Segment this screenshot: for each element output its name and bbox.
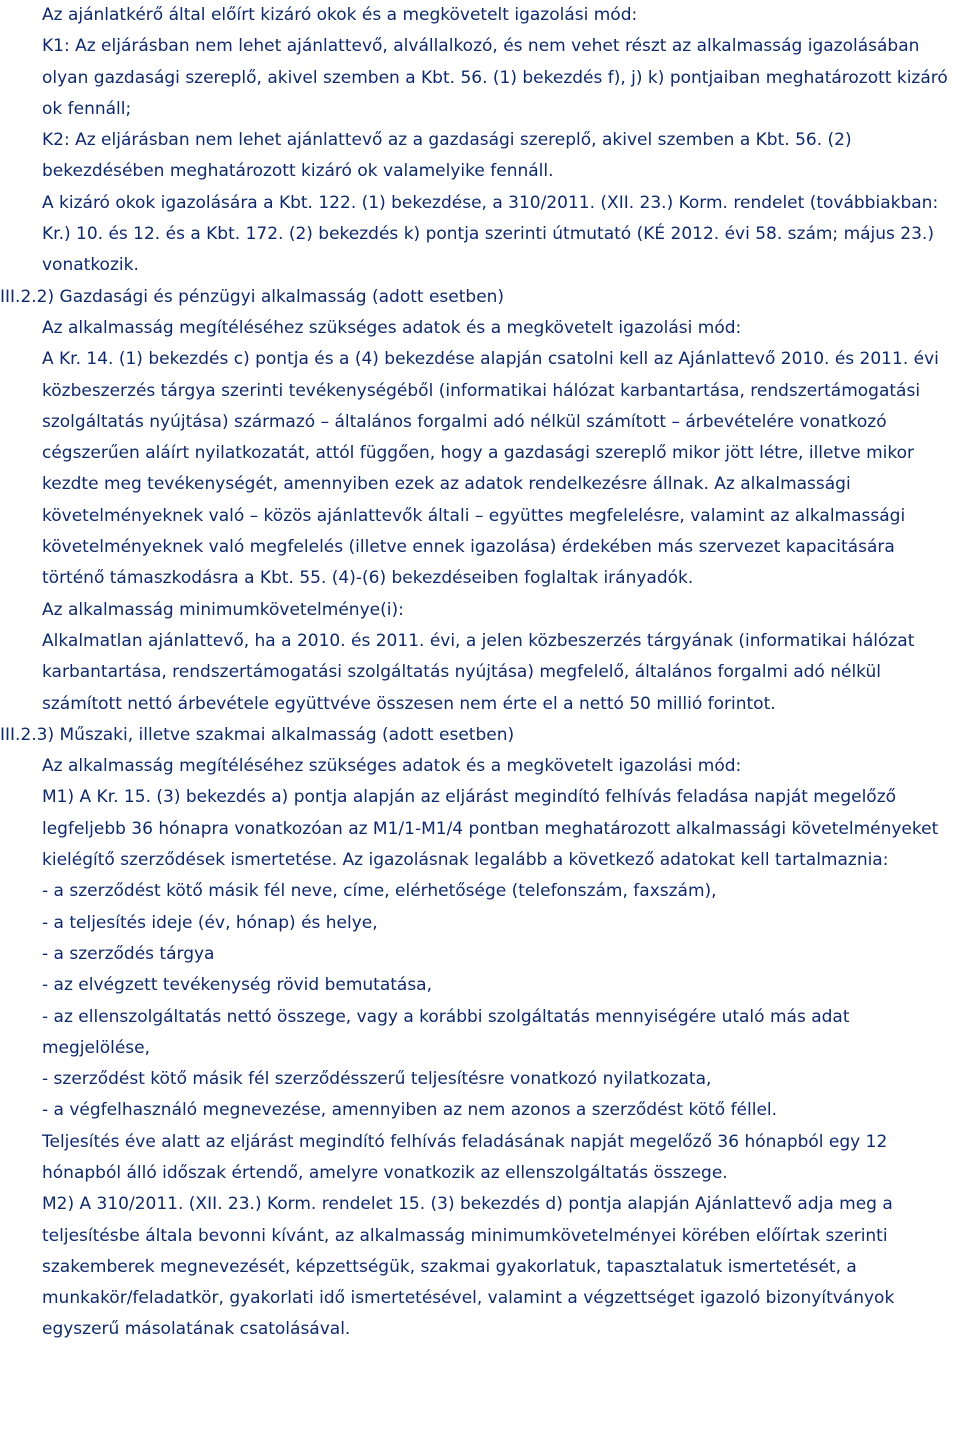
list-item: - a szerződést kötő másik fél neve, címe, elérhetősége (telefonszám, faxszám), <box>42 881 717 902</box>
exclusion-intro: Az ajánlatkérő által előírt kizáró okok és a megkövetelt igazolási mód: <box>42 5 638 25</box>
list-item: - szerződést kötő másik fél szerződésszerű teljesítésre vonatkozó nyilatkozata, <box>42 1069 712 1090</box>
list-item: - a szerződés tárgya <box>42 943 215 964</box>
exclusion-k2: K2: Az eljárásban nem lehet ajánlattevő az a gazdasági szereplő, akivel szemben a Kbt. 56. (2) bekezdésében meghatározott kizáró ok valamelyike fennáll. <box>42 130 852 182</box>
section-heading-financial: III.2.2) Gazdasági és pénzügyi alkalmasság (adott esetben) <box>0 286 505 307</box>
m2-text: M2) A 310/2011. (XII. 23.) Korm. rendelet 15. (3) bekezdés d) pontja alapján Ajánlattevő adja meg a teljesítésbe általa bevonni kívánt, az alkalmasság minimumkövetelményei körében előírtak szerinti szakemberek megnevezését, képzettségük, szakmai gyakorlatuk, tapasztalatuk ismertetését, a munkakör/feladatkör, gyakorlati idő ismertetésével, valamint a végzettséget igazoló bizonyítványok egyszerű másolatának csatolásával. <box>42 1194 895 1340</box>
financial-data-label: Az alkalmasság megítéléséhez szükséges adatok és a megkövetelt igazolási mód: <box>42 317 742 338</box>
exclusion-k1: K1: Az eljárásban nem lehet ajánlattevő, alvállalkozó, és nem vehet részt az alkalmasság igazolásában olyan gazdasági szereplő, akivel szemben a Kbt. 56. (1) bekezdés f), j) k) pontjaiban meghatározott kizáró ok fennáll; <box>42 36 948 119</box>
list-item: - a végfelhasználó megnevezése, amennyiben az nem azonos a szerződést kötő féllel. <box>42 1100 778 1121</box>
m1-period-text: Teljesítés éve alatt az eljárást megindító felhívás feladásának napját megelőző 36 hónapból egy 12 hónapból álló időszak értendő, amelyre vonatkozik az ellenszolgáltatás összege. <box>42 1131 888 1183</box>
exclusion-proof: A kizáró okok igazolására a Kbt. 122. (1) bekezdése, a 310/2011. (XII. 23.) Korm. rendelet (továbbiakban: Kr.) 10. és 12. és a Kbt. 172. (2) bekezdés k) pontja szerinti útmutató (KÉ 2012. évi 58. szám; május 23.) vonatkozik. <box>42 192 939 276</box>
section-heading-technical: III.2.3) Műszaki, illetve szakmai alkalmasság (adott esetben) <box>0 724 515 745</box>
min-requirement-label: Az alkalmasság minimumkövetelménye(i): <box>42 599 404 620</box>
list-item: - az elvégzett tevékenység rövid bemutatása, <box>42 975 433 996</box>
financial-requirements: A Kr. 14. (1) bekezdés c) pontja és a (4) bekezdése alapján csatolni kell az Ajánlattevő 2010. és 2011. évi közbeszerzés tárgya szerinti tevékenységéből (informatikai hálózat karbantartása, rendszertámogatási szolgáltatás nyújtása) származó – általános forgalmi adó nélkül számított – árbevételére vonatkozó cégszerűen aláírt nyilatkozatát, attól függően, hogy a gazdasági szereplő mikor jött létre, illetve mikor kezdte meg tevékenységét, amennyiben ezek az adatok rendelkezésre állnak. Az alkalmassági követelményeknek való – közös ajánlattevők általi – együttes megfelelésre, valamint az alkalmassági követelményeknek való megfelelés (illetve ennek igazolása) érdekében más szervezet kapacitására történő támaszkodásra a Kbt. 55. (4)-(6) bekezdéseiben foglaltak irányadók. <box>42 349 939 589</box>
min-requirement-text: Alkalmatlan ajánlattevő, ha a 2010. és 2011. évi, a jelen közbeszerzés tárgyának (informatikai hálózat karbantartása, rendszertámogatási szolgáltatás nyújtása) megfelelő, általános forgalmi adó nélkül számított nettó árbevétele együttvéve összesen nem érte el a nettó 50 millió forintot. <box>42 630 915 714</box>
m1-text: M1) A Kr. 15. (3) bekezdés a) pontja alapján az eljárást megindító felhívás feladása napját megelőző legfeljebb 36 hónapra vonatkozóan az M1/1-M1/4 pontban meghatározott alkalmassági követelményeket kielégítő szerződések ismertetése. Az igazolásnak legalább a következő adatokat kell tartalmaznia: <box>42 787 939 871</box>
technical-data-label: Az alkalmasság megítéléséhez szükséges adatok és a megkövetelt igazolási mód: <box>42 756 742 777</box>
list-item: - a teljesítés ideje (év, hónap) és helye, <box>42 912 378 933</box>
m1-item-list <box>42 876 954 1126</box>
list-item: - az ellenszolgáltatás nettó összege, vagy a korábbi szolgáltatás mennyiségére utaló más adat megjelölése, <box>42 1006 850 1058</box>
